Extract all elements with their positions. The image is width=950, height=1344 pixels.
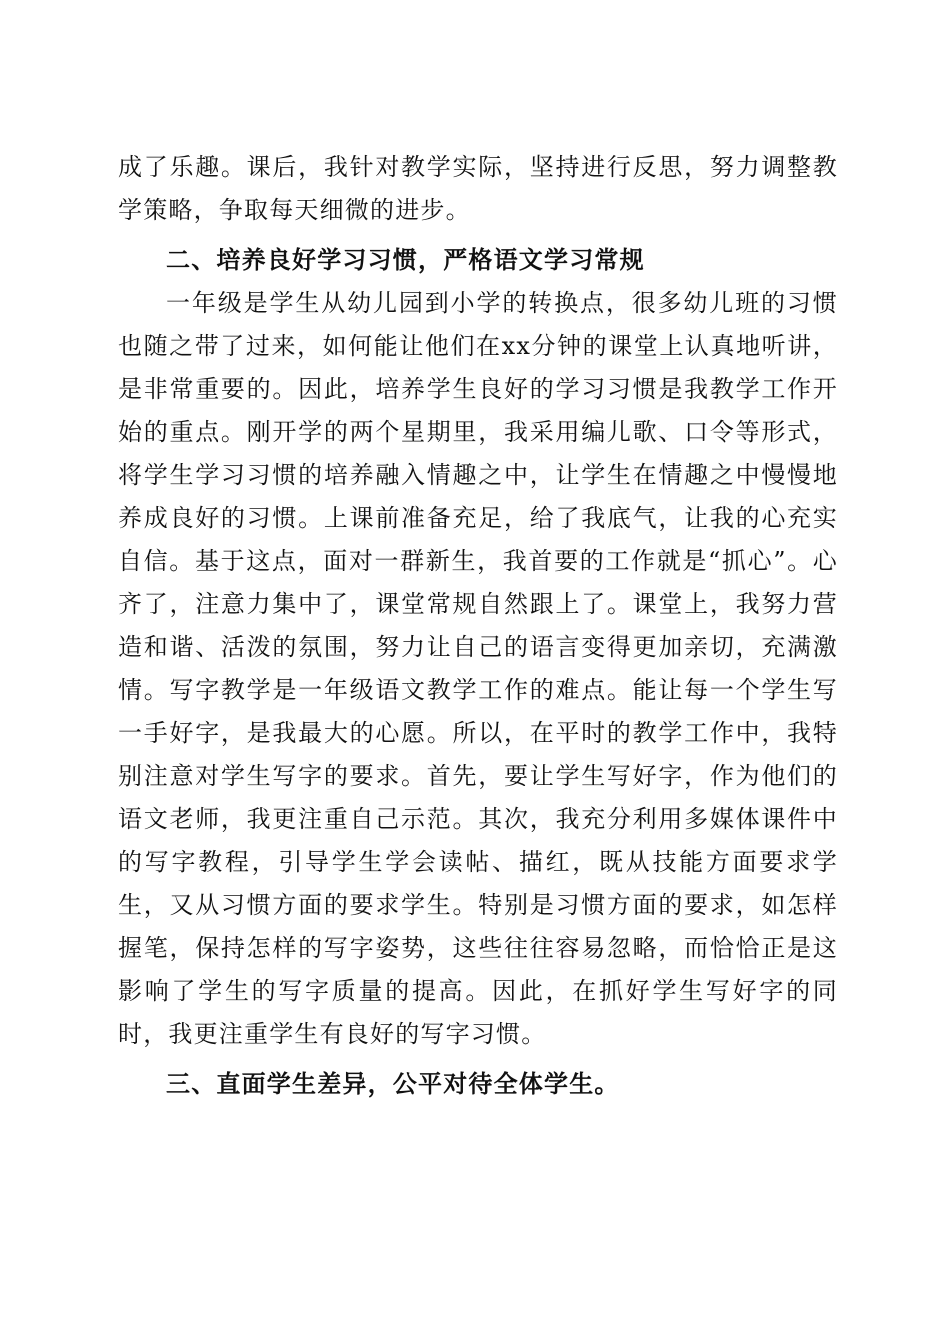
document-body <box>118 146 838 1106</box>
section-heading-two: 二、培养良好学习习惯，严格语文学习常规 <box>166 246 645 274</box>
section-heading-three: 三、直面学生差异，公平对待全体学生。 <box>166 1070 620 1098</box>
continued-paragraph: 成了乐趣。课后，我针对教学实际，坚持进行反思，努力调整教学策略，争取每天细微的进步。 <box>118 153 838 224</box>
section-two-paragraph: 一年级是学生从幼儿园到小学的转换点，很多幼儿班的习惯也随之带了过来，如何能让他们在xx分钟的课堂上认真地听讲，是非常重要的。因此，培养学生良好的学习习惯是我教学工作开始的重点。刚开学的两个星期里，我采用编儿歌、口令等形式，将学生学习习惯的培养融入情趣之中，让学生在情趣之中慢慢地养成良好的习惯。上课前准备充足，给了我底气，让我的心充实自信。基于这点，面对一群新生，我首要的工作就是“抓心”。心齐了，注意力集中了，课堂常规自然跟上了。课堂上，我努力营造和谐、活泼的氛围，努力让自己的语言变得更加亲切，充满激情。写字教学是一年级语文教学工作的难点。能让每一个学生写一手好字，是我最大的心愿。所以，在平时的教学工作中，我特别注意对学生写字的要求。首先，要让学生写好字，作为他们的语文老师，我更注重自己示范。其次，我充分利用多媒体课件中的写字教程，引导学生学会读帖、描红，既从技能方面要求学生，又从习惯方面的要求学生。特别是习惯方面的要求，如怎样握笔，保持怎样的写字姿势，这些往往容易忽略，而恰恰正是这影响了学生的写字质量的提高。因此，在抓好学生写好字的同时，我更注重学生有良好的写字习惯。 <box>118 289 838 1048</box>
